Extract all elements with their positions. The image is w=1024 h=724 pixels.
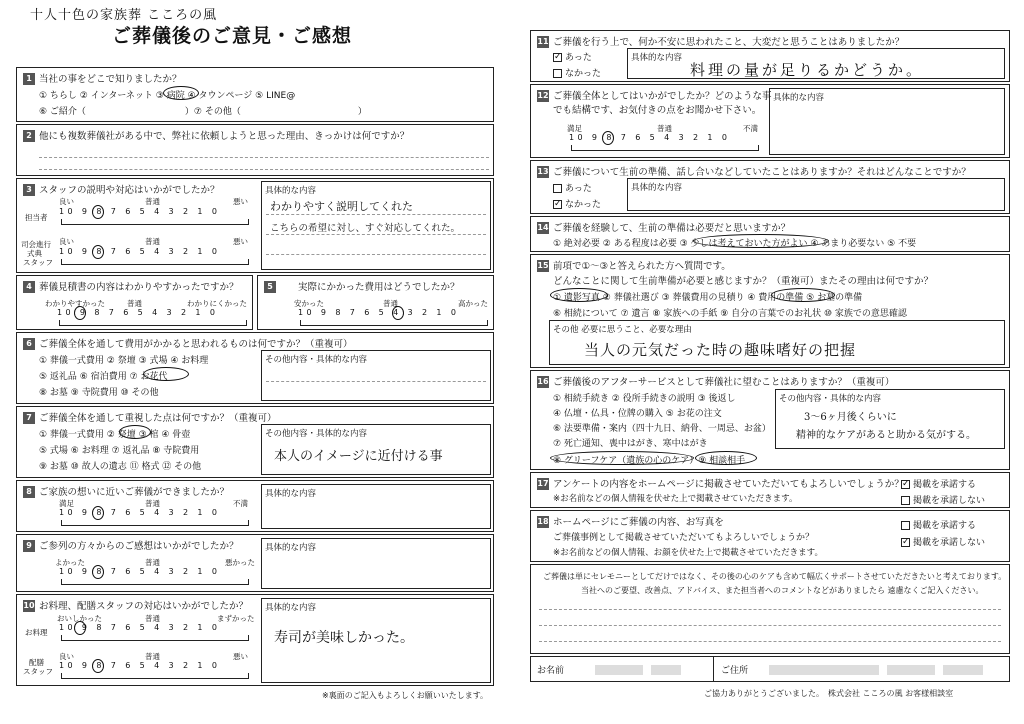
question-9 [16,534,494,592]
circle-mark [119,425,151,439]
question-number: 18 [537,517,549,526]
q6-options-1: ① 葬儀一式費用 ② 祭壇 ③ 式場 ④ お料理 [39,356,209,366]
handwritten-answer: 精神的なケアがあると助かる気がする。 [796,430,976,441]
q14-options: ① 絶対必要 ② ある程度は必要 ③ 少しは考えておいた方がよい ④ あまり必要ない ⑤ 不要 [553,239,917,249]
row-label: 担当者 [25,213,48,222]
scale-line [571,145,759,151]
answer-line [266,234,486,235]
comment-line [539,609,1001,610]
circle-mark [92,205,104,219]
question-number: 1 [23,73,35,85]
row-label: スタッフ [23,258,53,267]
question-text: ご葬儀後のアフターサービスとして葬儀社に望むことはありますか？（重複可） [553,377,895,388]
question-4 [16,275,253,330]
q17-disagree[interactable] [901,493,985,506]
q18-agree[interactable] [901,518,976,531]
scale-label: 安かった [294,299,324,308]
closing-text-2: 当社へのご要望、改善点、アドバイス、また担当者へのコメントなどがありましたら 遠慮なくご記入ください。 [581,586,984,595]
scale-numbers: 10 9 8 7 6 5 4 3 2 1 0 [59,567,221,576]
address-redacted [769,665,879,675]
question-17 [530,472,1010,508]
question-7 [16,406,494,478]
scale-line [61,219,249,225]
detail-label: その他内容・具体的な内容 [265,355,368,365]
scale-line [61,520,249,526]
q16-options-3: ⑥ 法要準備・案内（四十九日、納骨、一周忌、お盆） [553,424,771,434]
detail-label: その他内容・具体的な内容 [779,394,882,404]
question-text: ご葬儀全体を通して費用がかかると思われるものは何ですか？（重複可） [39,339,353,350]
scale-label: まずかった [217,614,255,623]
question-number: 5 [264,281,276,293]
question-text: お料理、配膳スタッフの対応はいかがでしたか？ [39,601,249,612]
scale-line [61,259,249,265]
option-label: 掲載を承諾する [913,480,977,490]
question-16 [530,370,1010,470]
question-number: 14 [537,223,549,232]
comment-line [539,641,1001,642]
handwritten-answer: わかりやすく説明してくれた [270,200,413,213]
comments-section [530,564,1010,654]
checkbox[interactable] [901,496,910,505]
question-number: 13 [537,167,549,176]
option-label: なかった [565,200,602,210]
q6-options-3: ⑧ お墓 ⑨ 寺院費用 ⑩ その他 [39,388,159,398]
scale-line [59,320,247,326]
q16-options-2: ④ 仏壇・仏具・位牌の購入 ⑤ お花の注文 [553,409,722,419]
left-footer: ※裏面のご記入もよろしくお願いいたします。 [322,691,489,700]
question-number: 10 [23,601,35,610]
question-number: 9 [23,540,35,552]
question-18 [530,510,1010,562]
question-number: 15 [537,261,549,270]
question-text: でも結構です、お気付きの点をお聞かせ下さい。 [553,105,762,116]
question-text: ご参列の方々からのご感想はいかがでしたか？ [39,541,239,552]
question-number: 4 [23,281,35,293]
q15-options-2: ⑥ 相続について ⑦ 遺言 ⑧ 家族への手紙 ⑨ 自分の言葉でのお礼状 ⑩ 家族での意思確認 [553,309,907,319]
question-8 [16,480,494,532]
detail-box [261,538,491,589]
answer-line [266,254,486,255]
scale-label: 悪かった [225,558,255,567]
option-no[interactable] [553,66,601,79]
circle-mark [163,86,199,100]
question-text: 前項で①～③と答えられた方へ質問です。 [553,261,731,272]
scale-label: よかった [55,558,85,567]
q7-options-2: ⑤ 式場 ⑥ お料理 ⑦ 返礼品 ⑧ 寺院費用 [39,446,200,456]
question-text: ご家族の想いに近いご葬儀ができましたか？ [39,487,230,498]
circle-mark [693,234,829,248]
question-text: 実際にかかった費用はどうでしたか？ [298,282,460,293]
question-number: 11 [537,37,549,46]
address-label: ご住所 [721,666,749,676]
row-label: 司会進行 [21,240,51,249]
checkbox[interactable] [553,69,562,78]
question-text: スタッフの説明や対応はいかがでしたか？ [39,185,220,196]
q15-options-1: ① 遺影写真 ② 葬儀社選び ③ 葬儀費用の見積り ④ 費用の準備 ⑤ お墓の準備 [553,293,863,303]
scale-line [61,673,249,679]
circle-mark [74,306,86,320]
name-redacted [651,665,681,675]
scale-label: 不満 [743,124,758,133]
q18-note: ※お名前などの個人情報、お顔を伏せた上で掲載させていただきます。 [553,548,823,558]
contact-section [530,656,1010,682]
question-text: ご葬儀を行う上で、何か不安に思われたこと、大変だと思うことはありましたか？ [553,37,905,48]
option-label: 掲載を承諾する [913,521,977,531]
detail-label: その他内容・具体的な内容 [265,429,368,439]
question-6 [16,332,494,404]
checkbox-checked[interactable]: ✓ [902,537,910,547]
scale-label: 満足 [567,124,582,133]
question-number: 12 [537,91,549,100]
scale-label: 普通 [145,614,160,623]
right-footer: ご協力ありがとうございました。 株式会社 こころの風 お客様相談室 [704,689,954,698]
detail-box [627,178,1005,211]
option-label: なかった [565,69,602,79]
question-number: 17 [537,479,549,488]
option-label: 掲載を承諾しない [913,496,986,506]
scale-numbers: 10 9 8 7 6 5 4 3 2 1 0 [59,247,221,256]
detail-label: 具体的な内容 [773,93,825,103]
question-1 [16,67,494,122]
question-text: 当社の事をどこで知りましたか？ [39,74,182,85]
question-text: どんなことに関して生前準備が必要と感じますか？（重複可）またその理由は何ですか？ [553,276,934,287]
option-label: あった [565,184,592,194]
detail-box [627,48,1005,79]
scale-label: 悪い [233,237,248,246]
scale-numbers: 10 9 8 7 6 5 4 3 2 1 0 [569,133,731,142]
detail-box [261,181,491,270]
answer-line [266,381,486,382]
scale-label: 高かった [458,299,488,308]
address-redacted [943,665,983,675]
detail-label: 具体的な内容 [265,489,317,499]
question-text: ご葬儀について生前の準備、話し合いなどしていたことはありますか？それはどんなことですか？ [553,167,971,178]
detail-label: 具体的な内容 [265,543,317,553]
scale-label: 普通 [145,652,160,661]
q7-options-3: ⑨ お墓 ⑩ 故人の遺志 ⑪ 格式 ⑫ その他 [39,462,202,472]
scale-label: 満足 [59,499,74,508]
scale-label: わかりにくかった [187,299,247,308]
answer-line [39,157,489,158]
question-number: 2 [23,130,35,142]
circle-mark [74,621,86,635]
circle-mark [771,288,835,302]
scale-line [61,579,249,585]
detail-box [261,484,491,529]
scale-label: 普通 [127,299,142,308]
scale-label: 普通 [383,299,398,308]
scale-line [61,635,249,641]
question-number: 6 [23,338,35,350]
circle-mark [550,451,694,465]
detail-box [775,389,1005,449]
scale-line [300,320,488,326]
handwritten-answer: 寿司が美味しかった。 [274,630,414,646]
scale-label: 良い [59,197,74,206]
circle-mark [92,659,104,673]
q18-text-2: ご葬儀事例として掲載させていただいてもよろしいでしょうか？ [553,533,815,543]
q1-options-2: ⑥ ご紹介（ ）⑦ その他（ ） [39,107,367,117]
address-redacted [887,665,935,675]
circle-mark [602,131,614,145]
detail-box [549,320,1005,365]
detail-label: 具体的な内容 [265,603,317,613]
checkbox-checked[interactable]: ✓ [902,479,910,489]
divider [713,657,714,681]
scale-label: 普通 [145,197,160,206]
scale-numbers: 10 9 8 7 6 5 4 3 2 1 0 [59,623,221,632]
circle-mark [92,565,104,579]
detail-box [261,350,491,401]
handwritten-answer: 当人の元気だった時の趣味嗜好の把握 [584,341,857,359]
detail-label: その他 必要に思うこと、必要な理由 [553,325,692,335]
detail-box [261,424,491,475]
option-label: 掲載を承諾しない [913,538,986,548]
q1-options-1: ① ちらし ② インターネット ③ 病院 ④ タウンページ ⑤ LINE@ [39,91,296,101]
question-10 [16,594,494,686]
scale-numbers: 10 9 8 7 6 5 4 3 2 1 0 [298,308,460,317]
q7-options-1: ① 葬儀一式費用 ② 祭壇 ③ 棺 ④ 骨壺 [39,430,191,440]
scale-label: 良い [59,237,74,246]
comment-line [539,625,1001,626]
scale-label: 普通 [145,237,160,246]
circle-mark [92,245,104,259]
q16-options-5: ⑧ グリーフケア（遺族の心のケア）⑨ 相談相手 [553,456,746,466]
question-text: アンケートの内容をホームページに掲載させていただいてもよろしいでしょうか？ [553,479,904,490]
detail-label: 具体的な内容 [631,53,683,63]
scale-numbers: 10 9 8 7 6 5 4 3 2 1 0 [59,661,221,670]
checkbox-checked[interactable]: ✓ [554,52,562,62]
scale-label: 不満 [233,499,248,508]
row-label: 配膳 [29,658,44,667]
scale-label: 普通 [145,558,160,567]
scale-label: おいしかった [57,614,102,623]
scale-numbers: 10 9 8 7 6 5 4 3 2 1 0 [59,207,221,216]
circle-mark [550,288,608,302]
question-13 [530,160,1010,214]
scale-label: 悪い [233,652,248,661]
scale-numbers: 10 9 8 7 6 5 4 3 2 1 0 [59,508,221,517]
scale-label: 良い [59,652,74,661]
question-number: 3 [23,184,35,196]
scale-label: 普通 [145,499,160,508]
question-number: 8 [23,486,35,498]
answer-line [39,169,489,170]
option-yes[interactable] [553,181,592,194]
q16-options-1: ① 相続手続き ② 役所手続きの説明 ③ 後返し [553,394,736,404]
detail-box [769,88,1005,155]
question-text: ご葬儀全体を通して重視した点は何ですか？（重複可） [39,413,277,424]
scale-numbers: 10 9 8 7 6 5 4 3 2 1 0 [57,308,219,317]
question-text: 他にも複数葬儀社がある中で、弊社に依頼しようと思った理由、きっかけは何ですか？ [39,131,410,142]
answer-line [266,214,486,215]
closing-text-1: ご葬儀は単にセレモニーとしてだけではなく、その後の心のケアも含めて幅広くサポートさせていただきたいと考えております。 [543,572,1007,581]
option-yes[interactable] [553,50,592,63]
detail-label: 具体的な内容 [631,183,683,193]
question-11 [530,30,1010,82]
option-no[interactable] [553,197,601,210]
q6-options-2: ⑤ 返礼品 ⑥ 宿泊費用 ⑦ お花代 [39,372,168,382]
question-text: ホームページにご葬儀の内容、お写真を [553,517,724,528]
row-label: 式典 [27,249,42,258]
handwritten-answer: こちらの希望に対し、すぐ対応してくれた。 [270,223,461,234]
question-text: ご葬儀を経験して、生前の準備は必要だと思いますか？ [553,223,791,234]
question-12 [530,84,1010,158]
detail-box [261,598,491,683]
name-redacted [595,665,643,675]
page-title: ご葬儀後のご意見・ご感想 [112,25,353,47]
question-text: 葬儀見積書の内容はわかりやすかったですか？ [39,282,239,293]
scale-label: わかりやすかった [45,299,105,308]
row-label: お料理 [25,628,48,637]
handwritten-answer: 本人のイメージに近付ける事 [274,449,443,464]
name-label: お名前 [537,666,565,676]
checkbox[interactable] [553,184,562,193]
question-text: ご葬儀全体としてはいかがでしたか？どのような事 [553,91,772,102]
q17-agree[interactable] [901,477,976,490]
circle-mark [143,367,189,381]
circle-mark [92,506,104,520]
q18-disagree[interactable] [901,535,985,548]
circle-mark [695,451,757,465]
handwritten-answer: 3～6ヶ月後くらいに [804,412,897,423]
handwritten-answer: 料理の量が足りるかどうか。 [690,61,925,79]
scale-label: 普通 [657,124,672,133]
store-name: 十人十色の家族葬 こころの風 [30,8,218,23]
row-label: スタッフ [23,667,53,676]
scale-label: 悪い [233,197,248,206]
option-label: あった [565,53,592,63]
question-2 [16,124,494,176]
question-15 [530,254,1010,368]
q16-options-4: ⑦ 死亡通知、喪中はがき、寒中はがき [553,439,708,449]
question-14 [530,216,1010,252]
question-5 [257,275,494,330]
question-3 [16,178,494,273]
question-number: 7 [23,412,35,424]
checkbox[interactable] [901,521,910,530]
question-number: 16 [537,377,549,386]
detail-label: 具体的な内容 [265,186,317,196]
checkbox-checked[interactable]: ✓ [554,199,562,209]
circle-mark [392,306,404,320]
q17-note: ※お名前などの個人情報を伏せた上で掲載させていただきます。 [553,494,798,504]
